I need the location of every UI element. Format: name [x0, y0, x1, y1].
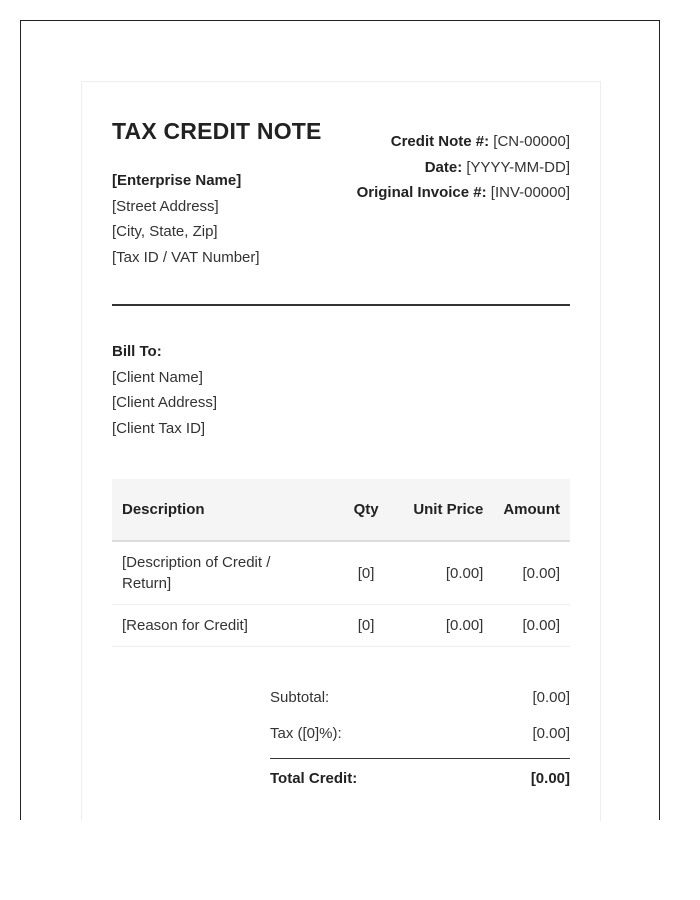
client-name: [Client Name] — [112, 368, 203, 386]
credit-note-number-label: Credit Note #: — [390, 133, 490, 150]
date-value: [YYYY-MM-DD] — [466, 158, 570, 176]
total-credit-label: Total Credit: — [270, 770, 358, 787]
subtotal-label: Subtotal: — [270, 689, 330, 706]
row-description: [Reason for Credit] — [112, 605, 332, 647]
col-description-header: Description — [112, 479, 332, 541]
row-qty: [0] — [332, 541, 400, 605]
table-row — [112, 541, 570, 605]
row-unit-price: [0.00] — [400, 605, 493, 647]
total-divider — [270, 758, 570, 759]
original-invoice-label: Original Invoice #: — [356, 184, 487, 202]
tax-value: [0.00] — [532, 725, 570, 742]
row-unit-price: [0.00] — [400, 541, 493, 605]
col-amount-header: Amount — [493, 479, 570, 541]
enterprise-name: [Enterprise Name] — [112, 172, 242, 189]
enterprise-tax-id: [Tax ID / VAT Number] — [112, 248, 260, 266]
table-header-row — [112, 479, 570, 541]
col-unit-price-header: Unit Price — [400, 479, 493, 541]
bill-to-label: Bill To: — [112, 343, 162, 360]
header-divider — [112, 304, 570, 306]
row-amount: [0.00] — [493, 541, 570, 605]
total-credit-value: [0.00] — [530, 770, 570, 787]
tax-label: Tax ([0]%): — [270, 725, 342, 742]
client-address: [Client Address] — [112, 394, 218, 412]
original-invoice-line — [357, 180, 570, 206]
date-line — [357, 155, 570, 181]
credit-note-number-line — [357, 129, 570, 155]
bill-to-block — [112, 339, 217, 441]
totals-block — [270, 680, 570, 797]
enterprise-block — [112, 168, 260, 270]
tax-row — [270, 716, 570, 752]
enterprise-street: [Street Address] — [112, 197, 219, 215]
original-invoice-value: [INV-00000] — [490, 184, 570, 202]
total-credit-row — [270, 761, 570, 797]
credit-note-number-value: [CN-00000] — [493, 133, 570, 150]
client-tax-id: [Client Tax ID] — [112, 419, 206, 437]
date-label: Date: — [424, 158, 463, 176]
row-amount: [0.00] — [493, 605, 570, 647]
row-qty: [0] — [332, 605, 400, 647]
col-qty-header: Qty — [332, 479, 400, 541]
enterprise-city: [City, State, Zip] — [112, 223, 218, 241]
subtotal-row — [270, 680, 570, 716]
line-items-table — [112, 479, 570, 647]
row-description: [Description of Credit / Return] — [112, 541, 332, 605]
subtotal-value: [0.00] — [532, 689, 570, 706]
document-title: TAX CREDIT NOTE — [112, 118, 322, 144]
note-meta — [357, 129, 570, 206]
table-row — [112, 605, 570, 647]
